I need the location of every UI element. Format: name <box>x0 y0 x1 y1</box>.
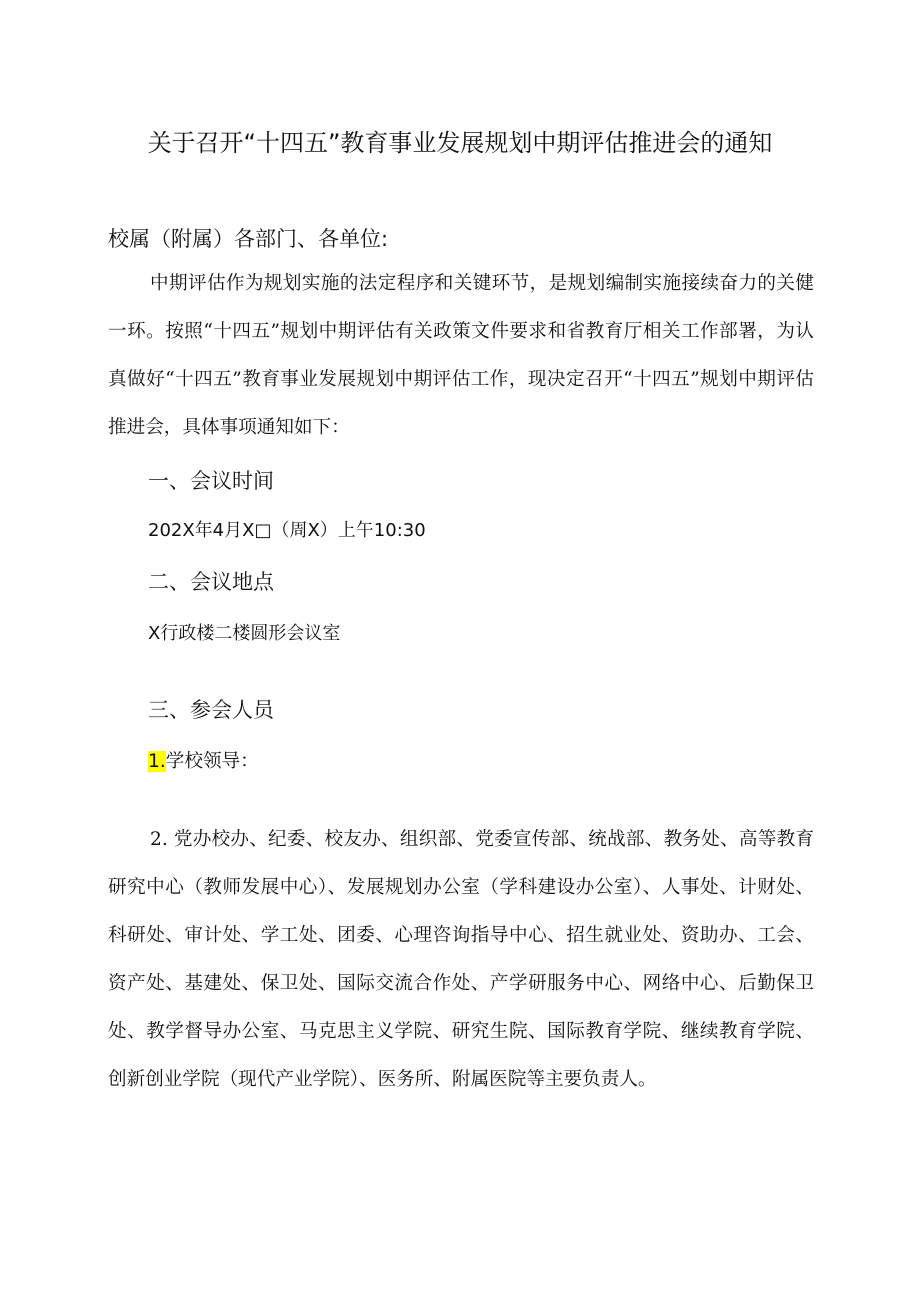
section-heading-time: 一、会议时间 <box>148 469 274 493</box>
highlighted-number: 1. <box>148 751 166 772</box>
section-heading-attendees: 三、参会人员 <box>148 698 274 722</box>
document-title: 关于召开“十四五”教育事业发展规划中期评估推进会的通知 <box>147 129 773 157</box>
salutation: 校属（附属）各部门、各单位: <box>108 227 389 251</box>
section-heading-place: 二、会议地点 <box>148 570 274 594</box>
intro-paragraph: 中期评估作为规划实施的法定程序和关键环节，是规划编制实施接续奋力的关健一环。按照“十四五”规划中期评估有关政策文件要求和省教育厅相关工作部署，为认真做好“十四五”教育事业发展规划中期评估工作，现决定召开“十四五”规划中期评估推进会，具体事项通知如下： <box>108 273 814 438</box>
meeting-time: 202X年4月X□（周X）上午10:30 <box>148 520 426 541</box>
meeting-place: X行政楼二楼圆形会议室 <box>148 623 341 644</box>
attendee-item-2: 2. 党办校办、纪委、校友办、组织部、党委宣传部、统战部、教务处、高等教育研究中心（教师发展中心）、发展规划办公室（学科建设办公室）、人事处、计财处、科研处、审计处、学工处、团委、心理咨询指导中心、招生就业处、资助办、工会、资产处、基建处、保卫处、国际交流合作处、产学研服务中心、网络中心、后勤保卫处、教学督导办公室、马克思主义学院、研究生院、国际教育学院、继续教育学院、创新创业学院（现代产业学院）、医务所、附属医院等主要负责人。 <box>108 829 814 1090</box>
attendee-item-1-text: 学校领导： <box>165 751 259 772</box>
attendee-item-1 <box>148 748 259 776</box>
